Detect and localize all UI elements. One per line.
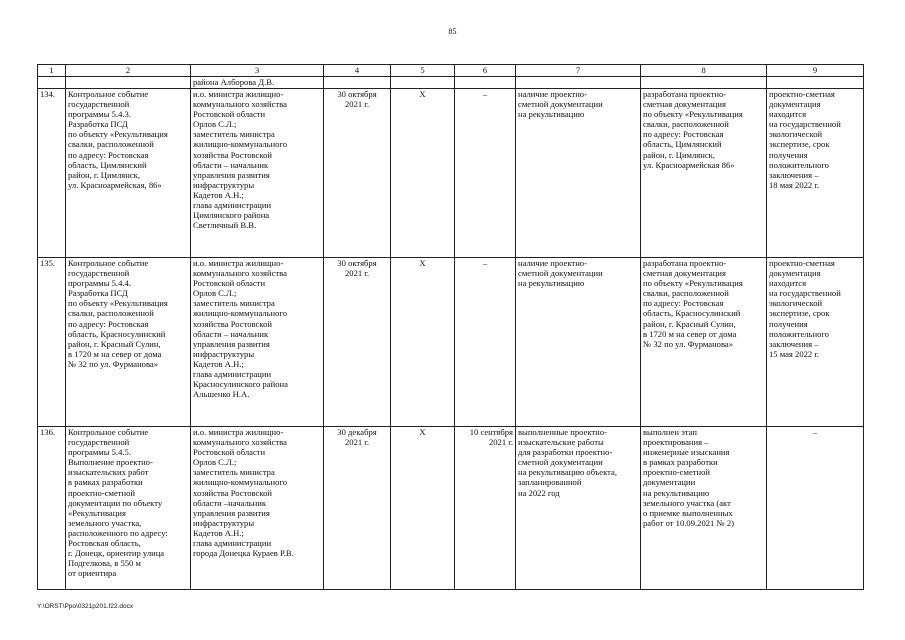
cell <box>455 77 516 89</box>
result-fact-cell: разработана проектно- сметная документация по объекту «Рекультивация свалки, расположенной по адресу: Ростовская область, Красносулинский район, г. Красный Сулин, в 1720 м на север от дома № 32 по ул. Фурманова» <box>641 258 767 427</box>
cell <box>66 77 191 89</box>
cell <box>641 77 767 89</box>
result-fact-cell: выполнен этап проектирования – инженерные изыскания в рамках разработки проектно-сметной документации на рекультивацию земельного участка (акт о приемке выполненных работ от 10.09.2021 № 2) <box>641 427 767 590</box>
fact-date-cell: – <box>455 89 516 258</box>
header-cell: 5 <box>391 65 455 77</box>
mark-cell: X <box>391 427 455 590</box>
header-cell: 2 <box>66 65 191 77</box>
cell: района Алборова Д.В. <box>191 77 324 89</box>
header-cell: 7 <box>516 65 641 77</box>
header-cell: 8 <box>641 65 767 77</box>
result-plan-cell: наличие проектно- сметной документации на рекультивацию <box>516 89 641 258</box>
responsible-cell: и.о. министра жилищно- коммунального хозяйства Ростовской области Орлов С.Л.; заместитель министра жилищно-коммунального хозяйства Ростовской области –начальник управления развития инфраструктуры Кадетов А.Н.; глава администрации города Донецка Кураев Р.В. <box>191 427 324 590</box>
row-number: 135. <box>38 258 66 427</box>
note-cell: проектно-сметная документация находится на государственной экологической экспертизе, срок получения положительного заключения – 15 мая 2022 г. <box>767 258 864 427</box>
table-row <box>38 258 864 427</box>
file-path-footer: Y:\ORST\Ppo\0321p201.f22.docx <box>37 603 134 610</box>
table-row <box>38 89 864 258</box>
plan-date-cell: 30 декабря 2021 г. <box>324 427 391 590</box>
cell <box>324 77 391 89</box>
fact-date-cell: – <box>455 258 516 427</box>
result-fact-cell: разработана проектно- сметная документация по объекту «Рекультивация свалки, расположенной по адресу: Ростовская область, Цимлянский район, г. Цимлянск, ул. Красноармейская 86» <box>641 89 767 258</box>
header-cell: 3 <box>191 65 324 77</box>
note-cell: – <box>767 427 864 590</box>
page-number: 85 <box>448 27 457 36</box>
cell <box>767 77 864 89</box>
note-cell: проектно-сметная документация находится на государственной экологической экспертизе, срок получения положительного заключения – 18 мая 2022 г. <box>767 89 864 258</box>
event-cell: Контрольное событие государственной программы 5.4.3. Разработка ПСД по объекту «Рекультивация свалки, расположенной по адресу: Ростовская область, Цимлянский район, г. Цимлянск, ул. Красноармейская, 86» <box>66 89 191 258</box>
header-row <box>38 65 864 77</box>
cell <box>391 77 455 89</box>
fact-date-cell: 10 сентября 2021 г. <box>455 427 516 590</box>
header-cell: 9 <box>767 65 864 77</box>
event-cell: Контрольное событие государственной программы 5.4.5. Выполнение проектно- изыскательских работ в рамках разработки проектно-сметной документации по объекту «Рекультивация земельного участка, расположенного по адресу: Ростовская область, г. Донецк, ориентир улица Подгелкова, в 550 м от ориентира <box>66 427 191 590</box>
cell <box>38 77 66 89</box>
plan-date-cell: 30 октября 2021 г. <box>324 258 391 427</box>
header-cell: 6 <box>455 65 516 77</box>
result-plan-cell: наличие проектно- сметной документации на рекультивацию <box>516 258 641 427</box>
row-number: 134. <box>38 89 66 258</box>
plan-date-cell: 30 октября 2021 г. <box>324 89 391 258</box>
cell <box>516 77 641 89</box>
continuation-row <box>38 77 864 89</box>
report-table <box>37 64 864 590</box>
header-cell: 4 <box>324 65 391 77</box>
table-row <box>38 427 864 590</box>
responsible-cell: и.о. министра жилищно- коммунального хозяйства Ростовской области Орлов С.Л.; заместитель министра жилищно-коммунального хозяйства Ростовской области – начальник управления развития инфраструктуры Кадетов А.Н.; глава администрации Цимлянского района Светличный В.В. <box>191 89 324 258</box>
result-plan-cell: выполненные проектно- изыскательские работы для разработки проектно- сметной документации на рекультивацию объекта, запланированной на 2022 год <box>516 427 641 590</box>
event-cell: Контрольное событие государственной программы 5.4.4. Разработка ПСД по объекту «Рекультивация свалки, расположенной по адресу: Ростовская область, Красносулинский район, г. Красный Сулин, в 1720 м на север от дома № 32 по ул. Фурманова» <box>66 258 191 427</box>
header-cell: 1 <box>38 65 66 77</box>
responsible-cell: и.о. министра жилищно- коммунального хозяйства Ростовской области Орлов С.Л.; заместитель министра жилищно-коммунального хозяйства Ростовской области – начальник управления развития инфраструктуры Кадетов А.Н.; глава администрации Красносулинского района Альшенко Н.А. <box>191 258 324 427</box>
mark-cell: X <box>391 258 455 427</box>
mark-cell: X <box>391 89 455 258</box>
row-number: 136. <box>38 427 66 590</box>
